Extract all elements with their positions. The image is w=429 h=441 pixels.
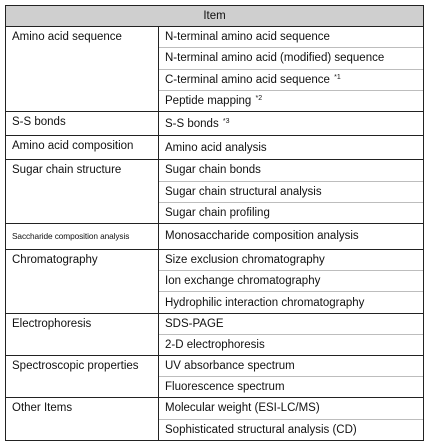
table-row	[6, 160, 424, 181]
table-row	[6, 111, 424, 135]
table-row	[6, 223, 424, 249]
header-row	[6, 6, 424, 27]
item-hydrophilic-interaction-chromatography: Hydrophilic interaction chromatography	[159, 292, 424, 313]
table-row	[6, 136, 424, 160]
items-table	[5, 5, 424, 441]
item-sugar-chain-profiling: Sugar chain profiling	[159, 202, 424, 223]
item-n-terminal-sequence: N-terminal amino acid sequence	[159, 27, 424, 48]
item-c-terminal-sequence	[159, 69, 424, 90]
category-other-items: Other Items	[6, 398, 159, 440]
category-amino-acid-composition: Amino acid composition	[6, 136, 159, 160]
item-amino-acid-analysis: Amino acid analysis	[159, 136, 424, 160]
header-item: Item	[6, 6, 424, 27]
item-ion-exchange-chromatography: Ion exchange chromatography	[159, 271, 424, 292]
footnote-marker: *1	[334, 73, 341, 81]
table-row	[6, 250, 424, 271]
item-sds-page: SDS-PAGE	[159, 313, 424, 334]
footnote-marker: *3	[222, 117, 230, 125]
category-sugar-chain-structure: Sugar chain structure	[6, 160, 159, 224]
category-electrophoresis: Electrophoresis	[6, 313, 159, 355]
item-size-exclusion-chromatography: Size exclusion chromatography	[159, 250, 424, 271]
category-ss-bonds: S-S bonds	[6, 111, 159, 135]
item-fluorescence-spectrum: Fluorescence spectrum	[159, 377, 424, 398]
item-ss-bonds	[159, 111, 424, 135]
item-sugar-chain-bonds: Sugar chain bonds	[159, 160, 424, 181]
table-row	[6, 313, 424, 334]
item-n-terminal-modified-sequence: N-terminal amino acid (modified) sequence	[159, 48, 424, 69]
item-peptide-mapping-label: Peptide mapping	[165, 94, 252, 107]
item-sophisticated-structural-analysis: Sophisticated structural analysis (CD)	[159, 419, 424, 440]
category-amino-acid-sequence: Amino acid sequence	[6, 27, 159, 112]
item-c-terminal-label: C-terminal amino acid sequence	[165, 73, 330, 86]
table-row	[6, 356, 424, 377]
category-saccharide-composition-analysis: Saccharide composition analysis	[6, 223, 159, 249]
category-spectroscopic-properties: Spectroscopic properties	[6, 356, 159, 398]
item-molecular-weight: Molecular weight (ESI-LC/MS)	[159, 398, 424, 419]
table-row	[6, 398, 424, 419]
footnote-marker: *2	[255, 94, 263, 102]
category-chromatography: Chromatography	[6, 250, 159, 314]
item-monosaccharide-composition-analysis: Monosaccharide composition analysis	[159, 223, 424, 249]
item-uv-absorbance-spectrum: UV absorbance spectrum	[159, 356, 424, 377]
item-peptide-mapping	[159, 90, 424, 111]
item-2d-electrophoresis: 2-D electrophoresis	[159, 334, 424, 355]
item-ss-bonds-label: S-S bonds	[165, 117, 219, 130]
item-sugar-chain-structural-analysis: Sugar chain structural analysis	[159, 181, 424, 202]
table-row	[6, 27, 424, 48]
